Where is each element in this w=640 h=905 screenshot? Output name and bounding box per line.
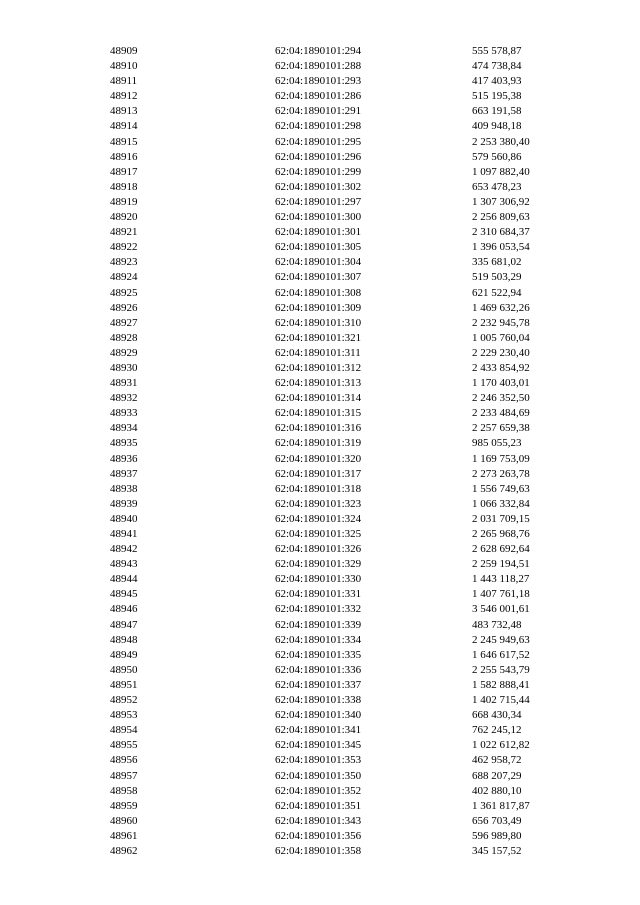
table-row [110, 150, 592, 165]
cadastral-number: 62:04:1890101:312 [275, 361, 362, 374]
cadastral-value: 762 245,12 [472, 724, 522, 737]
cadastral-number: 62:04:1890101:323 [275, 497, 362, 510]
cadastral-number: 62:04:1890101:319 [275, 437, 362, 450]
registry-table-body [110, 44, 592, 859]
cadastral-value: 474 738,84 [472, 60, 522, 73]
cadastral-value: 409 948,18 [472, 120, 522, 133]
table-row [110, 572, 592, 587]
cadastral-value: 2 232 945,78 [472, 316, 530, 329]
table-row [110, 421, 592, 436]
table-row [110, 240, 592, 255]
table-row [110, 44, 592, 59]
table-row [110, 255, 592, 270]
cadastral-number: 62:04:1890101:325 [275, 528, 362, 540]
table-row [110, 180, 592, 195]
table-row [110, 723, 592, 738]
cadastral-value: 1 022 612,82 [472, 739, 530, 752]
row-number: 48923 [110, 256, 138, 269]
cadastral-value: 1 307 306,92 [472, 195, 530, 208]
cadastral-value: 2 259 194,51 [472, 558, 530, 571]
cadastral-number: 62:04:1890101:309 [275, 301, 362, 314]
cadastral-number: 62:04:1890101:316 [275, 422, 362, 435]
row-number: 48927 [110, 316, 138, 329]
cadastral-value: 2 031 709,15 [472, 512, 530, 525]
cadastral-value: 417 403,93 [472, 75, 522, 88]
registry-table [110, 44, 592, 859]
cadastral-value: 1 169 753,09 [472, 452, 530, 465]
cadastral-number: 62:04:1890101:314 [275, 392, 362, 405]
table-row [110, 814, 592, 829]
table-row [110, 135, 592, 150]
row-number: 48934 [110, 422, 138, 435]
cadastral-value: 1 402 715,44 [472, 694, 530, 707]
table-row [110, 165, 592, 180]
row-number: 48959 [110, 799, 138, 812]
cadastral-value: 555 578,87 [472, 45, 522, 57]
table-row [110, 286, 592, 301]
cadastral-number: 62:04:1890101:308 [275, 286, 362, 299]
cadastral-value: 1 443 118,27 [472, 573, 530, 586]
table-row [110, 633, 592, 648]
cadastral-number: 62:04:1890101:331 [275, 588, 362, 601]
row-number: 48946 [110, 603, 138, 616]
row-number: 48933 [110, 407, 138, 420]
cadastral-value: 2 246 352,50 [472, 392, 530, 405]
cadastral-number: 62:04:1890101:329 [275, 558, 362, 571]
row-number: 48950 [110, 663, 138, 676]
cadastral-number: 62:04:1890101:321 [275, 331, 362, 344]
row-number: 48930 [110, 361, 138, 374]
cadastral-value: 653 478,23 [472, 180, 522, 193]
row-number: 48956 [110, 754, 138, 767]
cadastral-value: 1 005 760,04 [472, 331, 530, 344]
row-number: 48936 [110, 452, 138, 465]
cadastral-number: 62:04:1890101:288 [275, 60, 362, 73]
table-row [110, 406, 592, 421]
cadastral-number: 62:04:1890101:318 [275, 482, 362, 495]
table-row [110, 119, 592, 134]
cadastral-value: 2 265 968,76 [472, 528, 530, 540]
table-row [110, 708, 592, 723]
cadastral-number: 62:04:1890101:356 [275, 829, 362, 842]
cadastral-number: 62:04:1890101:300 [275, 211, 362, 224]
table-row [110, 331, 592, 346]
row-number: 48917 [110, 165, 138, 178]
cadastral-number: 62:04:1890101:307 [275, 271, 362, 284]
row-number: 48958 [110, 784, 138, 797]
cadastral-number: 62:04:1890101:340 [275, 709, 362, 722]
cadastral-number: 62:04:1890101:324 [275, 512, 362, 525]
row-number: 48952 [110, 694, 138, 707]
row-number: 48937 [110, 467, 138, 480]
cadastral-number: 62:04:1890101:286 [275, 90, 362, 103]
cadastral-value: 596 989,80 [472, 829, 522, 842]
row-number: 48913 [110, 105, 138, 118]
table-row [110, 391, 592, 406]
cadastral-number: 62:04:1890101:302 [275, 180, 362, 193]
table-row [110, 361, 592, 376]
cadastral-number: 62:04:1890101:291 [275, 105, 362, 118]
table-row [110, 557, 592, 572]
row-number: 48926 [110, 301, 138, 314]
cadastral-number: 62:04:1890101:296 [275, 150, 362, 163]
cadastral-value: 2 233 484,69 [472, 407, 530, 420]
row-number: 48943 [110, 558, 138, 571]
cadastral-number: 62:04:1890101:305 [275, 241, 362, 254]
row-number: 48940 [110, 512, 138, 525]
row-number: 48953 [110, 709, 138, 722]
cadastral-number: 62:04:1890101:311 [275, 346, 361, 359]
cadastral-number: 62:04:1890101:339 [275, 618, 362, 631]
row-number: 48922 [110, 241, 138, 254]
cadastral-number: 62:04:1890101:304 [275, 256, 362, 269]
row-number: 48935 [110, 437, 138, 450]
table-row [110, 602, 592, 617]
cadastral-value: 335 681,02 [472, 256, 522, 269]
row-number: 48929 [110, 346, 138, 359]
row-number: 48921 [110, 226, 138, 239]
cadastral-number: 62:04:1890101:294 [275, 45, 362, 57]
cadastral-number: 62:04:1890101:334 [275, 633, 362, 646]
table-row [110, 225, 592, 240]
cadastral-value: 515 195,38 [472, 90, 522, 103]
cadastral-value: 985 055,23 [472, 437, 522, 450]
cadastral-number: 62:04:1890101:338 [275, 694, 362, 707]
table-row [110, 769, 592, 784]
row-number: 48945 [110, 588, 138, 601]
cadastral-value: 402 880,10 [472, 784, 522, 797]
table-row [110, 497, 592, 512]
table-row [110, 301, 592, 316]
table-row [110, 270, 592, 285]
row-number: 48942 [110, 543, 138, 556]
cadastral-value: 2 310 684,37 [472, 226, 530, 239]
table-row [110, 618, 592, 633]
cadastral-number: 62:04:1890101:295 [275, 135, 362, 148]
table-row [110, 104, 592, 119]
cadastral-value: 1 582 888,41 [472, 678, 530, 691]
row-number: 48920 [110, 211, 138, 224]
cadastral-number: 62:04:1890101:352 [275, 784, 362, 797]
row-number: 48909 [110, 45, 138, 57]
table-row [110, 482, 592, 497]
cadastral-number: 62:04:1890101:298 [275, 120, 362, 133]
cadastral-number: 62:04:1890101:326 [275, 543, 362, 556]
cadastral-value: 1 407 761,18 [472, 588, 530, 601]
table-row [110, 693, 592, 708]
table-row [110, 89, 592, 104]
cadastral-value: 1 097 882,40 [472, 165, 530, 178]
row-number: 48919 [110, 195, 138, 208]
table-row [110, 799, 592, 814]
cadastral-number: 62:04:1890101:315 [275, 407, 362, 420]
table-row [110, 542, 592, 557]
cadastral-value: 2 273 263,78 [472, 467, 530, 480]
table-row [110, 210, 592, 225]
cadastral-number: 62:04:1890101:310 [275, 316, 362, 329]
cadastral-value: 2 229 230,40 [472, 346, 530, 359]
table-row [110, 74, 592, 89]
cadastral-value: 1 066 332,84 [472, 497, 530, 510]
cadastral-value: 2 253 380,40 [472, 135, 530, 148]
table-row [110, 829, 592, 844]
row-number: 48961 [110, 829, 138, 842]
row-number: 48911 [110, 75, 138, 88]
cadastral-value: 462 958,72 [472, 754, 522, 767]
row-number: 48924 [110, 271, 138, 284]
cadastral-value: 579 560,86 [472, 150, 522, 163]
row-number: 48910 [110, 60, 138, 73]
cadastral-number: 62:04:1890101:358 [275, 844, 362, 857]
cadastral-number: 62:04:1890101:345 [275, 739, 362, 752]
cadastral-value: 1 361 817,87 [472, 799, 530, 812]
cadastral-number: 62:04:1890101:343 [275, 814, 362, 827]
row-number: 48949 [110, 648, 138, 661]
row-number: 48912 [110, 90, 138, 103]
cadastral-number: 62:04:1890101:336 [275, 663, 362, 676]
cadastral-value: 2 257 659,38 [472, 422, 530, 435]
row-number: 48914 [110, 120, 138, 133]
cadastral-value: 519 503,29 [472, 271, 522, 284]
table-row [110, 753, 592, 768]
table-row [110, 316, 592, 331]
row-number: 48932 [110, 392, 138, 405]
cadastral-number: 62:04:1890101:351 [275, 799, 362, 812]
cadastral-value: 2 255 543,79 [472, 663, 530, 676]
cadastral-value: 1 170 403,01 [472, 377, 530, 390]
row-number: 48944 [110, 573, 138, 586]
cadastral-number: 62:04:1890101:301 [275, 226, 362, 239]
table-row [110, 346, 592, 361]
cadastral-number: 62:04:1890101:332 [275, 603, 362, 616]
table-row [110, 844, 592, 859]
cadastral-value: 688 207,29 [472, 769, 522, 782]
table-row [110, 678, 592, 693]
cadastral-number: 62:04:1890101:317 [275, 467, 362, 480]
table-row [110, 467, 592, 482]
row-number: 48916 [110, 150, 138, 163]
cadastral-value: 1 469 632,26 [472, 301, 530, 314]
cadastral-value: 2 245 949,63 [472, 633, 530, 646]
cadastral-number: 62:04:1890101:335 [275, 648, 362, 661]
row-number: 48947 [110, 618, 138, 631]
row-number: 48957 [110, 769, 138, 782]
table-row [110, 512, 592, 527]
cadastral-value: 345 157,52 [472, 844, 522, 857]
row-number: 48938 [110, 482, 138, 495]
row-number: 48931 [110, 377, 138, 390]
cadastral-value: 668 430,34 [472, 709, 522, 722]
row-number: 48960 [110, 814, 138, 827]
cadastral-number: 62:04:1890101:350 [275, 769, 362, 782]
row-number: 48948 [110, 633, 138, 646]
row-number: 48951 [110, 678, 138, 691]
cadastral-value: 2 256 809,63 [472, 211, 530, 224]
cadastral-value: 1 556 749,63 [472, 482, 530, 495]
cadastral-value: 1 396 053,54 [472, 241, 530, 254]
row-number: 48939 [110, 497, 138, 510]
cadastral-number: 62:04:1890101:297 [275, 195, 362, 208]
cadastral-number: 62:04:1890101:341 [275, 724, 362, 737]
table-row [110, 527, 592, 542]
table-row [110, 376, 592, 391]
table-row [110, 587, 592, 602]
table-row [110, 452, 592, 467]
row-number: 48941 [110, 528, 138, 540]
cadastral-number: 62:04:1890101:330 [275, 573, 362, 586]
row-number: 48925 [110, 286, 138, 299]
table-row [110, 784, 592, 799]
row-number: 48928 [110, 331, 138, 344]
row-number: 48955 [110, 739, 138, 752]
row-number: 48915 [110, 135, 138, 148]
row-number: 48954 [110, 724, 138, 737]
table-row [110, 436, 592, 451]
table-row [110, 59, 592, 74]
cadastral-number: 62:04:1890101:299 [275, 165, 362, 178]
cadastral-value: 663 191,58 [472, 105, 522, 118]
cadastral-value: 656 703,49 [472, 814, 522, 827]
table-row [110, 195, 592, 210]
cadastral-value: 1 646 617,52 [472, 648, 530, 661]
cadastral-value: 2 628 692,64 [472, 543, 530, 556]
cadastral-value: 2 433 854,92 [472, 361, 530, 374]
cadastral-number: 62:04:1890101:353 [275, 754, 362, 767]
cadastral-number: 62:04:1890101:293 [275, 75, 362, 88]
cadastral-number: 62:04:1890101:320 [275, 452, 362, 465]
cadastral-value: 3 546 001,61 [472, 603, 530, 616]
cadastral-number: 62:04:1890101:313 [275, 377, 362, 390]
table-row [110, 663, 592, 678]
table-row [110, 648, 592, 663]
cadastral-number: 62:04:1890101:337 [275, 678, 362, 691]
table-row [110, 738, 592, 753]
cadastral-value: 621 522,94 [472, 286, 522, 299]
row-number: 48918 [110, 180, 138, 193]
row-number: 48962 [110, 844, 138, 857]
cadastral-value: 483 732,48 [472, 618, 522, 631]
